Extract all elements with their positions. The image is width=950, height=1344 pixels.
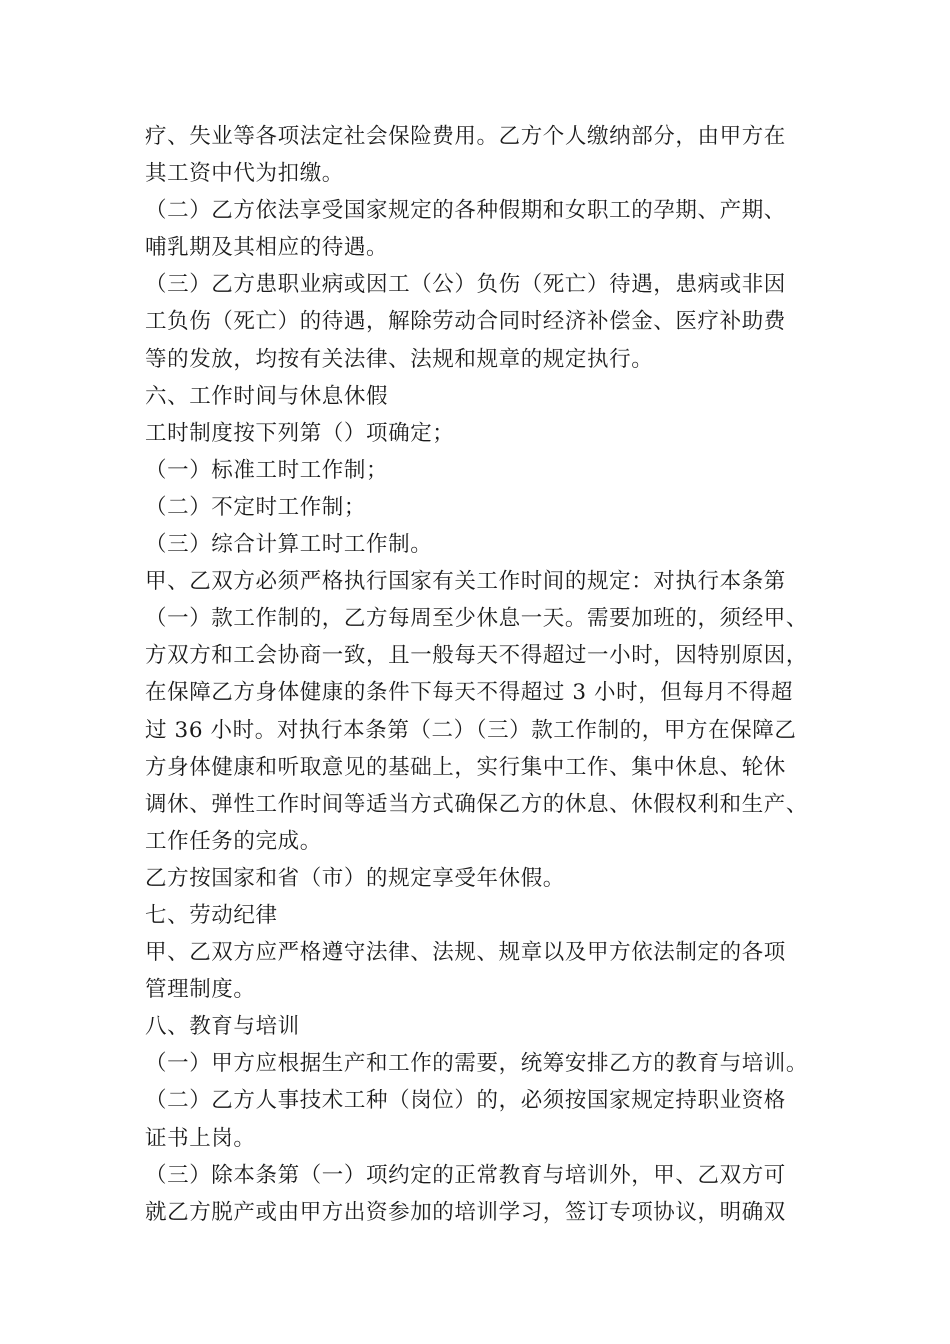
text-line: （二）不定时工作制； bbox=[145, 494, 367, 520]
text-line: 工时制度按下列第（）项确定； bbox=[145, 420, 455, 446]
text-line: （二）乙方依法享受国家规定的各种假期和女职工的孕期、产期、 bbox=[145, 198, 786, 224]
text-line: 甲、乙双方应严格遵守法律、法规、规章以及甲方依法制定的各项 bbox=[145, 940, 786, 966]
text-line: 管理制度。 bbox=[145, 977, 256, 1003]
text-line: 工负伤（死亡）的待遇，解除劳动合同时经济补偿金、医疗补助费 bbox=[145, 309, 786, 335]
text-line: （一）甲方应根据生产和工作的需要，统筹安排乙方的教育与培训。 bbox=[145, 1051, 809, 1077]
text-line: 疗、失业等各项法定社会保险费用。乙方个人缴纳部分，由甲方在 bbox=[145, 124, 786, 149]
text-line: 方身体健康和听取意见的基础上，实行集中工作、集中休息、轮休 bbox=[145, 754, 786, 780]
text-line: 证书上岗。 bbox=[145, 1125, 256, 1151]
text-line: 哺乳期及其相应的待遇。 bbox=[145, 235, 389, 261]
section-heading: 七、劳动纪律 bbox=[145, 902, 278, 928]
section-heading: 八、教育与培训 bbox=[145, 1014, 300, 1040]
text-line: 在保障乙方身体健康的条件下每天不得超过 3 小时，但每月不得超 bbox=[145, 680, 793, 706]
text-line: 工作任务的完成。 bbox=[145, 828, 322, 854]
text-line: 乙方按国家和省（市）的规定享受年休假。 bbox=[145, 865, 565, 891]
text-line: （三）除本条第（一）项约定的正常教育与培训外，甲、乙双方可 bbox=[145, 1162, 786, 1188]
section-heading: 六、工作时间与休息休假 bbox=[145, 383, 389, 409]
text-line: 调休、弹性工作时间等适当方式确保乙方的休息、休假权利和生产、 bbox=[145, 791, 809, 817]
text-line: 其工资中代为扣缴。 bbox=[145, 161, 344, 187]
text-line: （三）乙方患职业病或因工（公）负伤（死亡）待遇，患病或非因 bbox=[145, 272, 786, 298]
document-body bbox=[145, 118, 825, 1231]
text-line: 甲、乙双方必须严格执行国家有关工作时间的规定：对执行本条第 bbox=[145, 569, 786, 595]
text-line: （一）款工作制的，乙方每周至少休息一天。需要加班的，须经甲、 bbox=[145, 606, 809, 632]
text-line: 等的发放，均按有关法律、法规和规章的规定执行。 bbox=[145, 346, 654, 372]
text-line: （三）综合计算工时工作制。 bbox=[145, 532, 433, 558]
text-line: （一）标准工时工作制； bbox=[145, 457, 389, 483]
text-line: （二）乙方人事技术工种（岗位）的，必须按国家规定持职业资格 bbox=[145, 1088, 786, 1114]
text-line: 过 36 小时。对执行本条第（二）（三）款工作制的，甲方在保障乙 bbox=[145, 717, 797, 743]
text-line: 就乙方脱产或由甲方出资参加的培训学习，签订专项协议，明确双 bbox=[145, 1199, 786, 1225]
text-line: 方双方和工会协商一致，且一般每天不得超过一小时，因特别原因， bbox=[145, 643, 809, 669]
